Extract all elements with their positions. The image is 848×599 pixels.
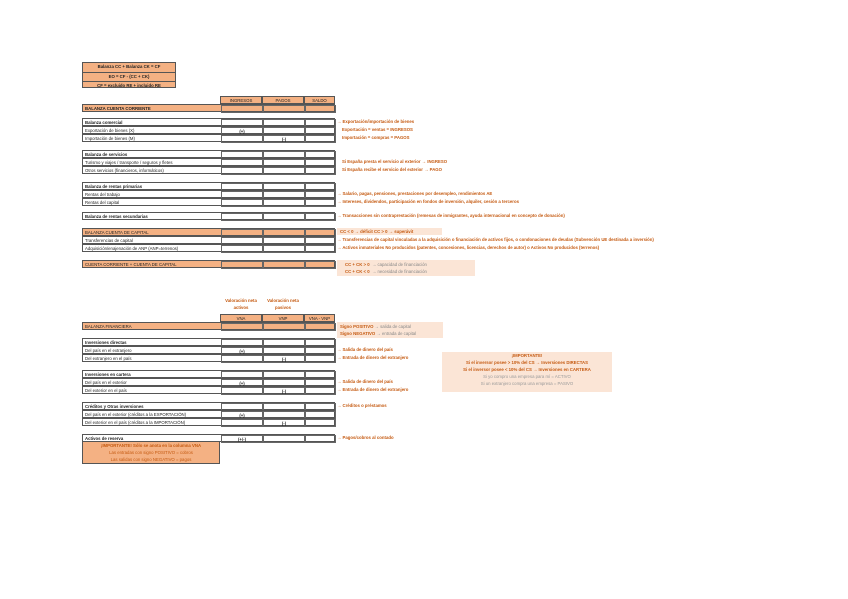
ingresos-cell: (+) bbox=[221, 127, 263, 135]
importante-line: Si el inversor posee > 10% del CS → Inversiones DIRECTAS bbox=[465, 360, 589, 365]
row-label: Del país en el extranjero bbox=[85, 348, 132, 353]
deficit-note: CC < 0 → déficit CC > 0 → superávit bbox=[337, 228, 442, 235]
table-row bbox=[82, 158, 335, 166]
table-row bbox=[82, 244, 335, 252]
table-row bbox=[82, 134, 335, 142]
annotation: → Entrada de dinero del extranjero bbox=[337, 387, 409, 392]
annotation: → Salida de dinero del país bbox=[337, 347, 393, 352]
table-row bbox=[82, 354, 335, 362]
note-bold: CC + CK > 0 bbox=[345, 262, 370, 267]
annotation: → Activos inmateriales No producidos (patentes, concesiones, licencias, derechos de autor) o Activos No producidos (terrenos) bbox=[337, 245, 600, 250]
row-label: Del país en el exterior (créditos a la EXPORTACIÓN) bbox=[85, 412, 187, 417]
financing-note-box bbox=[337, 260, 475, 276]
table-row bbox=[82, 346, 335, 354]
importante-grey-line: Si un extranjero compra una empresa = PASIVO bbox=[480, 381, 574, 386]
row-label: Del país en el exterior bbox=[85, 380, 127, 385]
vna-cell bbox=[221, 355, 263, 363]
section-financiera bbox=[82, 322, 335, 330]
row-label: Turismo y viajes / transporte / seguros y fletes bbox=[85, 160, 173, 165]
comercial-title-row bbox=[82, 118, 335, 126]
ingresos-cell bbox=[221, 135, 263, 143]
header-vnp: VNP bbox=[262, 314, 304, 322]
annotation: → Transferencias de capital vinculadas a la adquisición o financiación de activos fijos, o condonaciones de deudas (Subvención UE destinada a inversión) bbox=[337, 237, 654, 242]
creditos-title-row bbox=[82, 402, 335, 410]
rentas-primarias-title-row bbox=[82, 182, 335, 190]
annotation: → Intereses, dividendos, participación en fondos de inversión, alquiler, cesión a terceros bbox=[337, 199, 519, 204]
importante-grey-line: Si yo compro una empresa para mí = ACTIVO bbox=[483, 374, 571, 379]
importante-title: ¡IMPORTANTE! bbox=[511, 353, 543, 358]
servicios-title: Balanza de servicios bbox=[85, 152, 128, 157]
table-row bbox=[82, 236, 335, 244]
vna-cell bbox=[221, 387, 263, 395]
note-grey: → necesidad de financiación bbox=[372, 269, 427, 274]
cartera-title: Inversiones en cartera bbox=[85, 372, 131, 377]
table-row bbox=[82, 190, 335, 198]
section-title: BALANZA CUENTA CORRIENTE bbox=[85, 106, 151, 111]
row-label: Del exterior en el país (créditos a la IMPORTACIÓN) bbox=[85, 420, 186, 425]
row-label: Adquisición/enajenación de ANP (ANP=terrenos) bbox=[85, 246, 179, 251]
servicios-title-row bbox=[82, 150, 335, 158]
table-row bbox=[82, 418, 335, 426]
annotation: Importación = compras = PAGOS bbox=[342, 135, 410, 140]
vnp-cell: (-) bbox=[263, 419, 305, 427]
vnp-cell: (-) bbox=[263, 355, 305, 363]
table-row bbox=[82, 198, 335, 206]
section-title: BALANZA FINANCIERA bbox=[85, 324, 132, 329]
vna-top-label: Valoración neta activos bbox=[225, 298, 257, 310]
rentas-secundarias-title: Balanza de rentas secundarias bbox=[85, 214, 148, 219]
formula-line: CF = excluido RE + incluido RE bbox=[97, 83, 161, 89]
annotation: → Transacciones sin contraprestación (remesas de inmigrantes, ayuda internacional en concepto de donación) bbox=[337, 213, 565, 218]
row-label: Otros servicios (financieros, informáticos) bbox=[85, 168, 164, 173]
reserva-title: Activos de reserva bbox=[85, 436, 124, 441]
row-label: Rentas del trabajo bbox=[85, 192, 120, 197]
vna-cell: (+/-) bbox=[221, 435, 263, 443]
row-label: Transferencias de capital bbox=[85, 238, 133, 243]
note-grey: → salida de capital bbox=[374, 324, 411, 329]
note-grey: → capacidad de financiación bbox=[372, 262, 427, 267]
section-cuenta-corriente bbox=[82, 104, 335, 112]
vnp-cell: (-) bbox=[263, 387, 305, 395]
annotation: → Exportación/importación de bienes bbox=[337, 119, 415, 124]
section-cuenta-capital bbox=[82, 228, 335, 236]
row-label: Del exterior en el país bbox=[85, 388, 127, 393]
note-bold: Signo NEGATIVO bbox=[340, 331, 376, 336]
section-cc-ck bbox=[82, 260, 335, 268]
row-label: Rentas del capital bbox=[85, 200, 120, 205]
section-title: BALANZA CUENTA DE CAPITAL bbox=[85, 230, 149, 235]
row-label: Importación de bienes (M) bbox=[85, 136, 135, 141]
annotation: Exportación = ventas = INGRESOS bbox=[342, 127, 413, 132]
reserva-box-line: Las salidas con signo NEGATIVO = pagos bbox=[110, 457, 192, 462]
rentas-primarias-title: Balanza de rentas primarias bbox=[85, 184, 143, 189]
table-row bbox=[82, 410, 335, 418]
creditos-title: Créditos y Otras inversiones bbox=[85, 404, 144, 409]
annotation: Si España recibe el servicio del exterior → PAGO bbox=[342, 167, 442, 172]
sign-note-box bbox=[337, 322, 443, 338]
importante-line: Si el inversor posee < 10% del CS → Inversiones en CARTERA bbox=[463, 367, 591, 372]
cartera-title-row bbox=[82, 370, 335, 378]
table-row bbox=[82, 378, 335, 386]
note-grey: → entrada de capital bbox=[376, 331, 417, 336]
formula-box bbox=[82, 62, 176, 88]
rentas-secundarias-row bbox=[82, 212, 335, 220]
table-row bbox=[82, 386, 335, 394]
vna-cell: (+) bbox=[221, 411, 263, 419]
reserva-importante-box bbox=[82, 441, 220, 464]
table-row bbox=[82, 126, 335, 134]
row-label: Exportación de bienes (X) bbox=[85, 128, 135, 133]
header-saldo: SALDO bbox=[304, 96, 335, 104]
header-pagos: PAGOS bbox=[262, 96, 304, 104]
reserva-box-line: Las entradas con signo POSITIVO = cobros bbox=[109, 450, 193, 455]
annotation: → Salario, pagas, pensiones, prestaciones por desempleo, rendimientos AE bbox=[337, 191, 493, 196]
note-bold: Signo POSITIVO bbox=[340, 324, 374, 329]
vna-cell bbox=[221, 419, 263, 427]
row-label: Del extranjero en el país bbox=[85, 356, 132, 361]
vna-cell: (+) bbox=[221, 379, 263, 387]
section-title: CUENTA CORRIENTE + CUENTA DE CAPITAL bbox=[85, 262, 177, 267]
annotation: → Créditos o préstamos bbox=[337, 403, 387, 408]
importante-box bbox=[442, 352, 612, 392]
pagos-cell: (-) bbox=[263, 135, 305, 143]
header-vna-vnp: VNA - VNP bbox=[304, 314, 335, 322]
header-vna: VNA bbox=[220, 314, 262, 322]
header-ingresos: INGRESOS bbox=[220, 96, 262, 104]
annotation: → Entrada de dinero del extranjero bbox=[337, 355, 409, 360]
table-row bbox=[82, 166, 335, 174]
formula-line: Balanza CC + Balanza CK = CF bbox=[83, 63, 175, 73]
vna-cell: (+) bbox=[221, 347, 263, 355]
vnp-top-label: Valoración neta pasivos bbox=[267, 298, 299, 310]
comercial-title: Balanza comercial bbox=[85, 120, 123, 125]
annotation: → Pagos/cobros al contado bbox=[337, 435, 394, 440]
annotation: Si España presta el servicio al exterior → INGRESO bbox=[342, 159, 448, 164]
formula-line: EO = CF - (CC + CK) bbox=[83, 73, 175, 83]
directas-title-row bbox=[82, 338, 335, 346]
reserva-box-title: ¡IMPORTANTE! Sólo se anota en la columna VNA bbox=[100, 443, 202, 448]
directas-title: Inversiones directas bbox=[85, 340, 127, 345]
annotation: → Salida de dinero del país bbox=[337, 379, 393, 384]
note-bold: CC + CK < 0 bbox=[345, 269, 370, 274]
